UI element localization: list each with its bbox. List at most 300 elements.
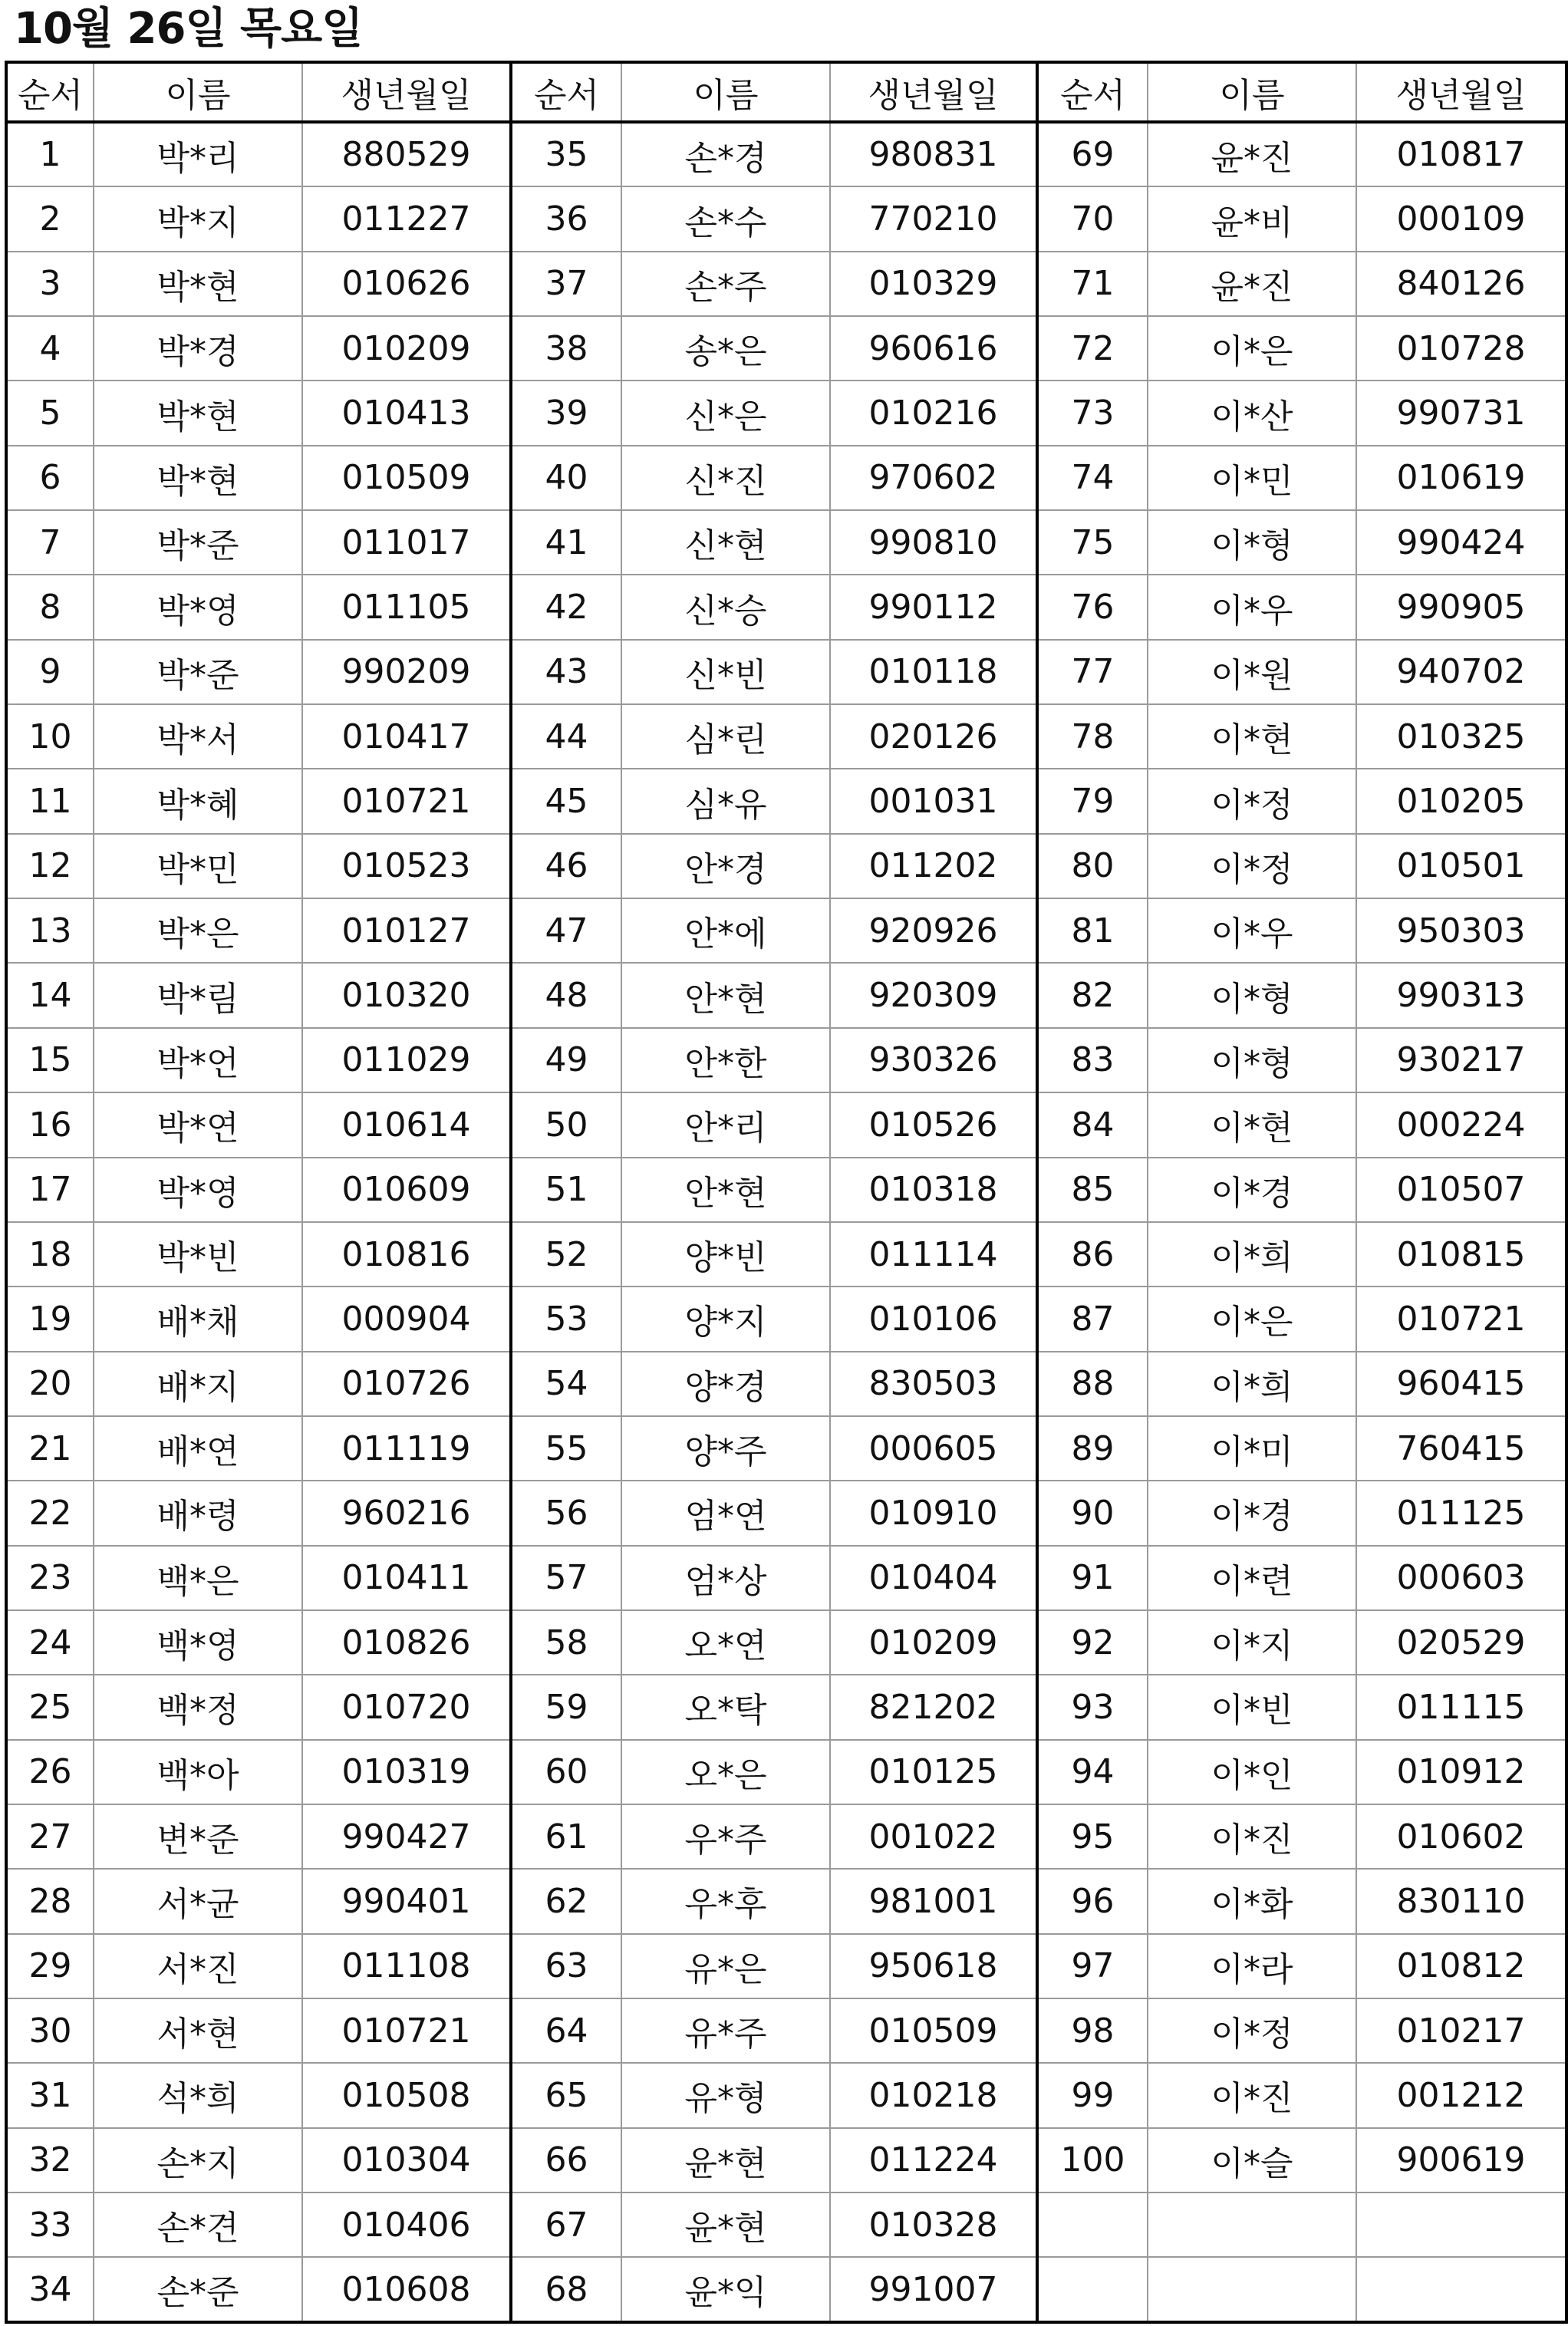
order-cell: 96 [1037, 1869, 1148, 1933]
order-cell: 5 [6, 381, 94, 445]
birthdate-cell: 010209 [302, 316, 511, 381]
birthdate-cell: 010304 [302, 2128, 511, 2193]
name-cell: 신*현 [621, 510, 830, 575]
order-cell: 65 [511, 2063, 621, 2127]
table-row [6, 898, 1566, 963]
name-cell: 서*진 [94, 1934, 302, 1998]
name-cell: 이*현 [1148, 1092, 1356, 1157]
order-cell: 44 [511, 704, 621, 769]
page-title: 10월 26일 목요일 [14, 4, 363, 54]
order-cell: 15 [6, 1028, 94, 1092]
birthdate-cell: 990313 [1356, 963, 1566, 1027]
header-birthdate: 생년월일 [830, 62, 1037, 122]
order-cell: 40 [511, 446, 621, 510]
birthdate-cell: 010608 [302, 2257, 511, 2322]
birthdate-cell: 821202 [830, 1675, 1037, 1739]
order-cell: 3 [6, 252, 94, 316]
order-cell: 91 [1037, 1546, 1148, 1610]
order-cell: 93 [1037, 1675, 1148, 1739]
name-cell: 유*은 [621, 1934, 830, 1998]
name-cell: 신*빈 [621, 640, 830, 704]
name-cell: 변*준 [94, 1804, 302, 1869]
table-row [6, 1998, 1566, 2063]
name-cell: 안*경 [621, 834, 830, 898]
order-cell: 48 [511, 963, 621, 1027]
name-cell: 유*형 [621, 2063, 830, 2127]
name-cell: 박*현 [94, 446, 302, 510]
table-row [6, 381, 1566, 445]
name-cell: 서*현 [94, 1998, 302, 2063]
birthdate-cell: 011119 [302, 1416, 511, 1481]
name-cell: 이*형 [1148, 510, 1356, 575]
order-cell: 75 [1037, 510, 1148, 575]
birthdate-cell: 011224 [830, 2128, 1037, 2193]
name-cell: 우*후 [621, 1869, 830, 1933]
name-cell: 윤*진 [1148, 122, 1356, 186]
birthdate-cell: 000224 [1356, 1092, 1566, 1157]
table-row [6, 122, 1566, 186]
birthdate-cell: 990731 [1356, 381, 1566, 445]
table-row [6, 834, 1566, 898]
birthdate-cell: 010209 [830, 1610, 1037, 1675]
name-cell: 양*빈 [621, 1222, 830, 1287]
order-cell: 90 [1037, 1481, 1148, 1545]
birthdate-cell: 010507 [1356, 1158, 1566, 1222]
name-cell: 이*민 [1148, 446, 1356, 510]
table-row [6, 640, 1566, 704]
order-cell: 85 [1037, 1158, 1148, 1222]
birthdate-cell: 010501 [1356, 834, 1566, 898]
name-cell: 손*수 [621, 186, 830, 251]
name-cell: 박*서 [94, 704, 302, 769]
order-cell: 13 [6, 898, 94, 963]
header-name: 이름 [621, 62, 830, 122]
order-cell [1037, 2193, 1148, 2257]
order-cell: 41 [511, 510, 621, 575]
name-cell: 박*영 [94, 1158, 302, 1222]
name-cell: 이*인 [1148, 1740, 1356, 1804]
name-cell: 박*리 [94, 122, 302, 186]
birthdate-cell: 010411 [302, 1546, 511, 1610]
birthdate-cell: 010106 [830, 1287, 1037, 1351]
birthdate-cell: 010329 [830, 252, 1037, 316]
name-cell: 안*리 [621, 1092, 830, 1157]
birthdate-cell: 011115 [1356, 1675, 1566, 1739]
name-cell: 배*연 [94, 1416, 302, 1481]
birthdate-cell: 001212 [1356, 2063, 1566, 2127]
order-cell: 46 [511, 834, 621, 898]
order-cell: 61 [511, 1804, 621, 1869]
table-row [6, 252, 1566, 316]
name-cell: 이*우 [1148, 898, 1356, 963]
name-cell: 이*정 [1148, 834, 1356, 898]
birthdate-cell: 981001 [830, 1869, 1037, 1933]
table-row [6, 963, 1566, 1027]
table-row [6, 510, 1566, 575]
name-cell: 박*경 [94, 316, 302, 381]
birthdate-cell: 010910 [830, 1481, 1037, 1545]
name-cell: 엄*연 [621, 1481, 830, 1545]
birthdate-cell: 010217 [1356, 1998, 1566, 2063]
birthdate-cell: 010413 [302, 381, 511, 445]
order-cell: 52 [511, 1222, 621, 1287]
name-cell: 서*균 [94, 1869, 302, 1933]
birthdate-cell: 010726 [302, 1352, 511, 1416]
birthdate-cell: 020126 [830, 704, 1037, 769]
name-cell: 이*우 [1148, 575, 1356, 639]
name-cell: 안*현 [621, 963, 830, 1027]
name-cell: 윤*비 [1148, 186, 1356, 251]
order-cell: 97 [1037, 1934, 1148, 1998]
order-cell: 31 [6, 2063, 94, 2127]
birthdate-cell: 010816 [302, 1222, 511, 1287]
header-name: 이름 [94, 62, 302, 122]
order-cell: 67 [511, 2193, 621, 2257]
birthdate-cell: 010328 [830, 2193, 1037, 2257]
birthdate-cell [1356, 2257, 1566, 2322]
table-row [6, 1352, 1566, 1416]
birthdate-cell: 980831 [830, 122, 1037, 186]
table-row [6, 1416, 1566, 1481]
order-cell: 76 [1037, 575, 1148, 639]
birthdate-cell: 010721 [302, 1998, 511, 2063]
name-cell: 이*지 [1148, 1610, 1356, 1675]
birthdate-cell: 760415 [1356, 1416, 1566, 1481]
birthdate-cell: 960415 [1356, 1352, 1566, 1416]
birthdate-cell: 010320 [302, 963, 511, 1027]
birthdate-cell: 010817 [1356, 122, 1566, 186]
birthdate-cell: 000605 [830, 1416, 1037, 1481]
name-cell: 이*진 [1148, 2063, 1356, 2127]
order-cell: 94 [1037, 1740, 1148, 1804]
order-cell: 36 [511, 186, 621, 251]
birthdate-cell: 010509 [302, 446, 511, 510]
order-cell: 47 [511, 898, 621, 963]
name-cell: 윤*현 [621, 2193, 830, 2257]
table-row [6, 1028, 1566, 1092]
name-cell: 안*에 [621, 898, 830, 963]
birthdate-cell: 990401 [302, 1869, 511, 1933]
order-cell: 39 [511, 381, 621, 445]
name-cell: 안*한 [621, 1028, 830, 1092]
order-cell: 38 [511, 316, 621, 381]
name-cell: 박*영 [94, 575, 302, 639]
table-row [6, 2063, 1566, 2127]
order-cell: 72 [1037, 316, 1148, 381]
birthdate-cell: 990209 [302, 640, 511, 704]
table-row [6, 186, 1566, 251]
name-cell: 윤*진 [1148, 252, 1356, 316]
order-cell: 21 [6, 1416, 94, 1481]
table-row [6, 2257, 1566, 2322]
order-cell: 81 [1037, 898, 1148, 963]
birthdate-cell: 010216 [830, 381, 1037, 445]
birthdate-cell: 010721 [1356, 1287, 1566, 1351]
birthdate-cell: 950618 [830, 1934, 1037, 1998]
table-row [6, 1934, 1566, 1998]
name-cell: 유*주 [621, 1998, 830, 2063]
order-cell: 33 [6, 2193, 94, 2257]
name-cell: 백*영 [94, 1610, 302, 1675]
roster-body [6, 122, 1566, 2322]
order-cell: 17 [6, 1158, 94, 1222]
name-cell: 이*화 [1148, 1869, 1356, 1933]
birthdate-cell: 880529 [302, 122, 511, 186]
name-cell: 이*정 [1148, 769, 1356, 833]
order-cell: 7 [6, 510, 94, 575]
name-cell: 이*슬 [1148, 2128, 1356, 2193]
order-cell: 55 [511, 1416, 621, 1481]
name-cell: 신*승 [621, 575, 830, 639]
order-cell: 49 [511, 1028, 621, 1092]
name-cell: 윤*익 [621, 2257, 830, 2322]
order-cell: 83 [1037, 1028, 1148, 1092]
table-row [6, 1804, 1566, 1869]
birthdate-cell: 010508 [302, 2063, 511, 2127]
table-row [6, 1740, 1566, 1804]
birthdate-cell: 950303 [1356, 898, 1566, 963]
order-cell: 18 [6, 1222, 94, 1287]
table-row [6, 446, 1566, 510]
name-cell: 이*은 [1148, 1287, 1356, 1351]
name-cell: 이*진 [1148, 1804, 1356, 1869]
name-cell: 박*림 [94, 963, 302, 1027]
name-cell: 박*은 [94, 898, 302, 963]
name-cell: 손*준 [94, 2257, 302, 2322]
name-cell: 박*지 [94, 186, 302, 251]
order-cell: 77 [1037, 640, 1148, 704]
birthdate-cell: 010626 [302, 252, 511, 316]
order-cell: 59 [511, 1675, 621, 1739]
table-row [6, 1869, 1566, 1933]
birthdate-cell: 000109 [1356, 186, 1566, 251]
order-cell: 30 [6, 1998, 94, 2063]
table-row [6, 769, 1566, 833]
name-cell: 이*형 [1148, 963, 1356, 1027]
order-cell: 42 [511, 575, 621, 639]
birthdate-cell: 010318 [830, 1158, 1037, 1222]
order-cell: 16 [6, 1092, 94, 1157]
order-cell: 60 [511, 1740, 621, 1804]
order-cell: 74 [1037, 446, 1148, 510]
name-cell: 양*주 [621, 1416, 830, 1481]
name-cell: 이*라 [1148, 1934, 1356, 1998]
header-row [6, 62, 1566, 122]
birthdate-cell: 010205 [1356, 769, 1566, 833]
name-cell: 이*경 [1148, 1158, 1356, 1222]
order-cell: 89 [1037, 1416, 1148, 1481]
birthdate-cell: 000603 [1356, 1546, 1566, 1610]
order-cell: 54 [511, 1352, 621, 1416]
table-row [6, 1546, 1566, 1610]
name-cell: 손*지 [94, 2128, 302, 2193]
name-cell: 심*린 [621, 704, 830, 769]
birthdate-cell: 010826 [302, 1610, 511, 1675]
birthdate-cell [1356, 2193, 1566, 2257]
header-order: 순서 [6, 62, 94, 122]
order-cell: 73 [1037, 381, 1148, 445]
birthdate-cell: 010125 [830, 1740, 1037, 1804]
order-cell: 34 [6, 2257, 94, 2322]
birthdate-cell: 010319 [302, 1740, 511, 1804]
birthdate-cell: 011125 [1356, 1481, 1566, 1545]
name-cell: 박*혜 [94, 769, 302, 833]
order-cell: 92 [1037, 1610, 1148, 1675]
order-cell: 4 [6, 316, 94, 381]
order-cell: 95 [1037, 1804, 1148, 1869]
name-cell: 박*연 [94, 1092, 302, 1157]
order-cell: 78 [1037, 704, 1148, 769]
table-row [6, 1092, 1566, 1157]
birthdate-cell: 011017 [302, 510, 511, 575]
order-cell: 69 [1037, 122, 1148, 186]
birthdate-cell: 010526 [830, 1092, 1037, 1157]
order-cell: 26 [6, 1740, 94, 1804]
table-row [6, 2128, 1566, 2193]
name-cell: 엄*상 [621, 1546, 830, 1610]
name-cell: 손*견 [94, 2193, 302, 2257]
name-cell: 이*현 [1148, 704, 1356, 769]
order-cell: 62 [511, 1869, 621, 1933]
order-cell: 51 [511, 1158, 621, 1222]
order-cell: 45 [511, 769, 621, 833]
birthdate-cell: 010417 [302, 704, 511, 769]
name-cell: 박*준 [94, 510, 302, 575]
order-cell: 66 [511, 2128, 621, 2193]
birthdate-cell: 010509 [830, 1998, 1037, 2063]
name-cell: 이*경 [1148, 1481, 1356, 1545]
birthdate-cell: 770210 [830, 186, 1037, 251]
name-cell [1148, 2193, 1356, 2257]
name-cell: 석*희 [94, 2063, 302, 2127]
order-cell: 11 [6, 769, 94, 833]
birthdate-cell: 010721 [302, 769, 511, 833]
birthdate-cell: 940702 [1356, 640, 1566, 704]
order-cell: 22 [6, 1481, 94, 1545]
birthdate-cell: 010812 [1356, 1934, 1566, 1998]
order-cell: 86 [1037, 1222, 1148, 1287]
birthdate-cell: 010728 [1356, 316, 1566, 381]
order-cell: 27 [6, 1804, 94, 1869]
order-cell: 2 [6, 186, 94, 251]
order-cell: 35 [511, 122, 621, 186]
birthdate-cell: 011029 [302, 1028, 511, 1092]
table-row [6, 1222, 1566, 1287]
birthdate-cell: 020529 [1356, 1610, 1566, 1675]
table-row [6, 1287, 1566, 1351]
order-cell: 87 [1037, 1287, 1148, 1351]
header-order: 순서 [1037, 62, 1148, 122]
order-cell: 79 [1037, 769, 1148, 833]
name-cell: 오*은 [621, 1740, 830, 1804]
birthdate-cell: 930217 [1356, 1028, 1566, 1092]
order-cell: 53 [511, 1287, 621, 1351]
name-cell: 오*연 [621, 1610, 830, 1675]
order-cell: 80 [1037, 834, 1148, 898]
table-row [6, 316, 1566, 381]
birthdate-cell: 001031 [830, 769, 1037, 833]
order-cell: 1 [6, 122, 94, 186]
name-cell: 양*경 [621, 1352, 830, 1416]
name-cell: 이*형 [1148, 1028, 1356, 1092]
order-cell: 24 [6, 1610, 94, 1675]
name-cell: 이*희 [1148, 1352, 1356, 1416]
order-cell: 43 [511, 640, 621, 704]
birthdate-cell: 011114 [830, 1222, 1037, 1287]
birthdate-cell: 010815 [1356, 1222, 1566, 1287]
birthdate-cell: 960616 [830, 316, 1037, 381]
name-cell: 박*현 [94, 252, 302, 316]
order-cell: 98 [1037, 1998, 1148, 2063]
order-cell: 100 [1037, 2128, 1148, 2193]
order-cell [1037, 2257, 1148, 2322]
table-row [6, 1610, 1566, 1675]
order-cell: 82 [1037, 963, 1148, 1027]
birthdate-cell: 010127 [302, 898, 511, 963]
birthdate-cell: 990427 [302, 1804, 511, 1869]
name-cell: 이*정 [1148, 1998, 1356, 2063]
name-cell: 박*현 [94, 381, 302, 445]
name-cell: 백*아 [94, 1740, 302, 1804]
name-cell: 백*정 [94, 1675, 302, 1739]
order-cell: 8 [6, 575, 94, 639]
birthdate-cell: 001022 [830, 1804, 1037, 1869]
roster-table [5, 61, 1568, 2324]
name-cell: 송*은 [621, 316, 830, 381]
order-cell: 57 [511, 1546, 621, 1610]
order-cell: 19 [6, 1287, 94, 1351]
order-cell: 20 [6, 1352, 94, 1416]
birthdate-cell: 010614 [302, 1092, 511, 1157]
name-cell: 손*경 [621, 122, 830, 186]
order-cell: 29 [6, 1934, 94, 1998]
order-cell: 14 [6, 963, 94, 1027]
order-cell: 37 [511, 252, 621, 316]
table-row [6, 575, 1566, 639]
name-cell: 심*유 [621, 769, 830, 833]
name-cell: 배*채 [94, 1287, 302, 1351]
order-cell: 6 [6, 446, 94, 510]
name-cell: 손*주 [621, 252, 830, 316]
birthdate-cell: 920926 [830, 898, 1037, 963]
name-cell: 박*민 [94, 834, 302, 898]
header-birthdate: 생년월일 [302, 62, 511, 122]
header-name: 이름 [1148, 62, 1356, 122]
birthdate-cell: 010912 [1356, 1740, 1566, 1804]
order-cell: 99 [1037, 2063, 1148, 2127]
birthdate-cell: 000904 [302, 1287, 511, 1351]
birthdate-cell: 990112 [830, 575, 1037, 639]
order-cell: 70 [1037, 186, 1148, 251]
name-cell: 안*현 [621, 1158, 830, 1222]
birthdate-cell: 990424 [1356, 510, 1566, 575]
order-cell: 12 [6, 834, 94, 898]
birthdate-cell: 010118 [830, 640, 1037, 704]
birthdate-cell: 990810 [830, 510, 1037, 575]
name-cell: 신*진 [621, 446, 830, 510]
order-cell: 50 [511, 1092, 621, 1157]
order-cell: 56 [511, 1481, 621, 1545]
name-cell: 배*령 [94, 1481, 302, 1545]
name-cell: 박*빈 [94, 1222, 302, 1287]
birthdate-cell: 010602 [1356, 1804, 1566, 1869]
table-row [6, 704, 1566, 769]
birthdate-cell: 011227 [302, 186, 511, 251]
table-row [6, 1158, 1566, 1222]
order-cell: 64 [511, 1998, 621, 2063]
birthdate-cell: 010406 [302, 2193, 511, 2257]
birthdate-cell: 990905 [1356, 575, 1566, 639]
